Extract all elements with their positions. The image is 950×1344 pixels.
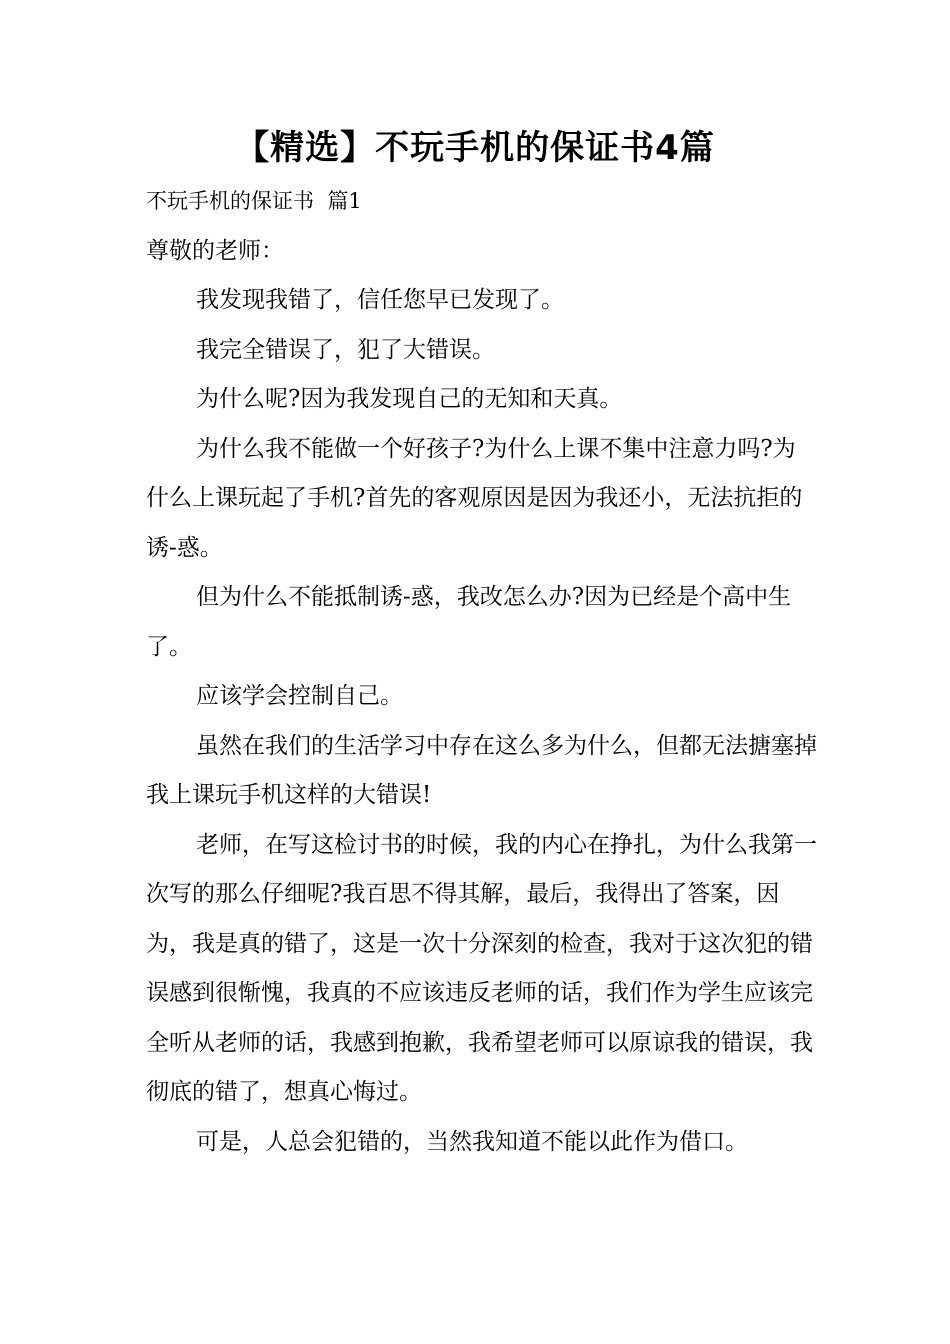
page-title: 【精选】不玩手机的保证书4篇 (235, 128, 715, 168)
document-body (146, 177, 818, 1167)
salutation: 尊敬的老师： (146, 237, 284, 264)
paragraph: 应该学会控制自己。 (196, 683, 403, 709)
section-heading: 不玩手机的保证书 篇1 (146, 189, 362, 213)
paragraph: 虽然在我们的生活学习中存在这么多为什么，但都无法搪塞掉我上课玩手机这样的大错误! (146, 732, 817, 808)
paragraph: 我发现我错了，信任您早已发现了。 (196, 287, 564, 313)
paragraph: 我完全错误了，犯了大错误。 (196, 336, 495, 363)
paragraph: 为什么呢?因为我发现自己的无知和天真。 (196, 386, 623, 412)
paragraph: 为什么我不能做一个好孩子?为什么上课不集中注意力吗?为什么上课玩起了手机?首先的客观原因是因为我还小，无法抗拒的诱-惑。 (146, 435, 803, 561)
paragraph: 但为什么不能抵制诱-惑，我改怎么办?因为已经是个高中生了。 (146, 584, 792, 660)
paragraph: 可是，人总会犯错的，当然我知道不能以此作为借口。 (196, 1128, 748, 1155)
paragraph: 老师，在写这检讨书的时候，我的内心在挣扎，为什么我第一次写的那么仔细呢?我百思不得其解，最后，我得出了答案，因为，我是真的错了，这是一次十分深刻的检查，我对于这次犯的错误感到很惭愧，我真的不应该违反老师的话，我们作为学生应该完全听从老师的话，我感到抱歉，我希望老师可以原谅我的错误，我彻底的错了，想真心悔过。 (146, 831, 817, 1105)
